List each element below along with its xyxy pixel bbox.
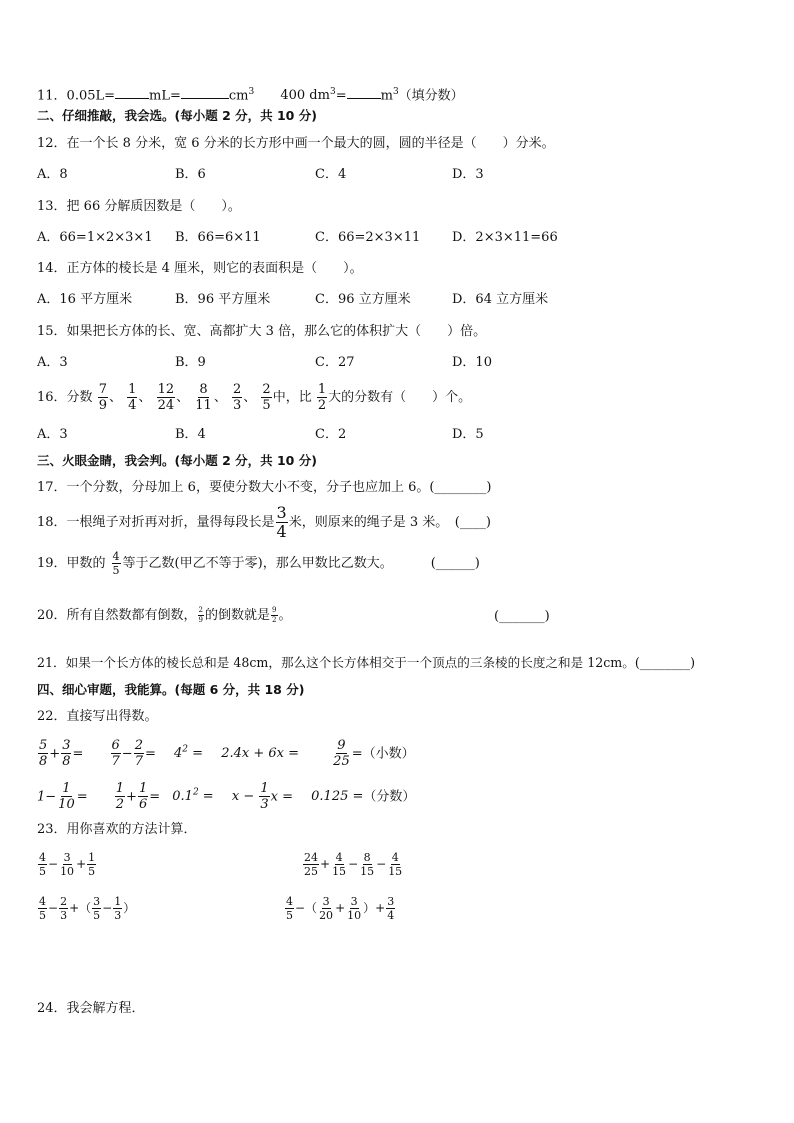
separator: 、	[108, 390, 122, 405]
separator: 、	[138, 390, 152, 405]
numerator: 4	[112, 550, 120, 563]
option-d[interactable]: D．64 立方厘米	[452, 292, 549, 307]
section-4-heading: 四、细心审题，我能算。(每题 6 分，共 18 分)	[37, 682, 305, 697]
option-b[interactable]: B．9	[175, 355, 206, 370]
q20-prefix: 20．所有自然数都有倒数，	[37, 608, 197, 623]
answer-mark[interactable]: (_______)	[494, 609, 550, 624]
question-22: 22．直接写出得数。	[37, 709, 158, 724]
option-b[interactable]: B．6	[175, 167, 206, 182]
fraction: $\frac{9}{25}$	[333, 738, 350, 770]
denominator: 24	[157, 398, 175, 413]
numerator: 12	[157, 382, 175, 397]
fraction: $\frac{5}{8}$	[39, 738, 48, 770]
q16-prefix: 16．分数	[37, 390, 93, 405]
q16-end: 大的分数有（ ）个。	[328, 390, 472, 405]
fraction: $\frac{3}{8}$	[62, 738, 71, 770]
superscript: 3	[248, 87, 255, 97]
fraction	[198, 607, 204, 624]
question-24: 24．我会解方程．	[37, 1001, 145, 1016]
numerator: 1	[128, 382, 137, 397]
question-16	[37, 380, 471, 416]
q22-row-2: 1− $\frac{1}{10}$ = $\frac{1}{2}$ + $\frac{1}{6}$ = $0.1^2 = x$ − $\frac{1}{3}$ x = 0.125 =（分数）	[37, 781, 416, 813]
unit-note: （小数）	[362, 746, 415, 762]
fraction	[127, 383, 137, 412]
separator: 、	[176, 390, 190, 405]
option-c[interactable]: C．4	[315, 167, 347, 182]
option-a[interactable]: A．3	[37, 427, 68, 442]
option-b[interactable]: B．4	[175, 427, 206, 442]
q11-dm: 400 dm	[280, 88, 330, 104]
q11-prefix: 11．0.05L=	[37, 88, 116, 104]
numerator: 9	[272, 606, 277, 614]
q23-expr-3: $\frac{4}{5}$ − $\frac{2}{3}$ +（ $\frac{3}{5}$ − $\frac{1}{3}$ ）	[39, 895, 136, 922]
denominator: 4	[276, 522, 287, 541]
separator: 、	[243, 390, 257, 405]
answer-mark[interactable]: (______)	[430, 556, 480, 571]
q20-suffix: 。	[278, 608, 292, 623]
fraction: $\frac{1}{3}$	[260, 781, 269, 813]
q11-unit-cm: cm	[228, 88, 249, 104]
fraction: $\frac{1}{2}$	[115, 781, 125, 813]
superscript: 3	[329, 87, 336, 97]
q11-note: （填分数）	[398, 88, 464, 104]
q11-unit-ml: mL=	[149, 88, 181, 104]
q19-prefix: 19．甲数的	[37, 556, 106, 571]
fraction	[112, 551, 121, 576]
denominator: 5	[112, 564, 120, 577]
unit-note: （分数）	[363, 789, 416, 805]
question-15: 15．如果把长方体的长、宽、高都扩大 3 倍，那么它的体积扩大（ ）倍。	[37, 324, 487, 339]
denominator: 3	[232, 398, 242, 413]
q23-expr-1: $\frac{4}{5}$ − $\frac{3}{10}$ + $\frac{1}{5}$	[39, 851, 96, 878]
q20-middle: 的倒数就是	[205, 608, 271, 623]
fraction	[157, 383, 176, 412]
question-14: 14．正方体的棱长是 4 厘米，则它的表面积是（ ）。	[37, 261, 363, 276]
answer-blank[interactable]	[115, 86, 149, 99]
section-3-heading: 三、火眼金睛，我会判。(每小题 2 分，共 10 分)	[37, 453, 317, 468]
option-b[interactable]: B．96 平方厘米	[175, 292, 271, 307]
section-2-heading: 二、仔细推敲，我会选。(每小题 2 分，共 10 分)	[37, 108, 317, 123]
fraction	[194, 383, 213, 412]
option-c[interactable]: C．66=2×3×11	[315, 230, 421, 245]
option-d[interactable]: D．3	[452, 167, 484, 182]
denominator: 4	[128, 398, 137, 413]
fraction: $\frac{6}{7}$	[111, 738, 120, 770]
numerator: 2	[262, 382, 271, 397]
option-d[interactable]: D．10	[452, 355, 492, 370]
fraction-half	[317, 383, 327, 412]
fraction	[276, 505, 288, 540]
option-b[interactable]: B．66=6×11	[175, 230, 261, 245]
numerator: 2	[198, 606, 204, 614]
answer-blank[interactable]	[181, 86, 229, 99]
question-23: 23．用你喜欢的方法计算．	[37, 822, 197, 837]
question-19	[37, 548, 480, 580]
option-a[interactable]: A．3	[37, 355, 68, 370]
q18-suffix: 米，则原来的绳子是 3 米。 (____)	[288, 515, 491, 530]
option-d[interactable]: D．2×3×11=66	[452, 230, 558, 245]
question-20	[37, 602, 292, 630]
question-12: 12．在一个长 8 分米，宽 6 分米的长方形中画一个最大的圆，圆的半径是（ ）分米。	[37, 136, 555, 151]
numerator: 8	[199, 382, 208, 397]
fraction	[98, 383, 108, 412]
numerator: 7	[98, 382, 107, 397]
fraction: $\frac{2}{7}$	[134, 738, 143, 770]
separator: 、	[213, 390, 227, 405]
option-a[interactable]: A．66=1×2×3×1	[37, 230, 153, 245]
q22-row-1: $\frac{5}{8}$ + $\frac{3}{8}$ = $\frac{6}{7}$ − $\frac{2}{7}$ = $4^2 = 2.4x + 6x$ = $\frac{9}{25}$ =（小数）	[39, 738, 415, 770]
fraction: $\frac{1}{10}$	[58, 781, 75, 813]
question-11	[37, 84, 464, 104]
numerator: 3	[276, 503, 287, 522]
numerator: 2	[232, 382, 242, 397]
denominator: 9	[198, 616, 204, 624]
denominator: 2	[317, 398, 327, 413]
fraction	[261, 383, 271, 412]
fraction: $\frac{1}{6}$	[138, 781, 148, 813]
q23-expr-2: $\frac{24}{25}$ + $\frac{4}{15}$ − $\frac{8}{15}$ − $\frac{4}{15}$	[304, 851, 403, 878]
fraction	[232, 383, 242, 412]
question-21: 21．如果一个长方体的棱长总和是 48cm，那么这个长方体相交于一个顶点的三条棱的长度之和是 12cm。(________)	[37, 655, 696, 670]
q23-expr-4: $\frac{4}{5}$ −（ $\frac{3}{20}$ + $\frac{3}{10}$ ）+ $\frac{3}{4}$	[286, 895, 395, 922]
denominator: 5	[262, 398, 271, 413]
denominator: 9	[98, 398, 107, 413]
q18-prefix: 18．一根绳子对折再对折，量得每段长是	[37, 515, 275, 530]
q16-middle: 中，比	[272, 390, 312, 405]
denominator: 2	[272, 616, 277, 624]
fraction	[271, 607, 277, 624]
option-c[interactable]: C．2	[315, 427, 347, 442]
option-a[interactable]: A．8	[37, 167, 68, 182]
numerator: 1	[317, 382, 327, 397]
option-c[interactable]: C．96 立方厘米	[315, 292, 411, 307]
denominator: 11	[195, 398, 212, 413]
option-a[interactable]: A．16 平方厘米	[37, 292, 133, 307]
q19-suffix: 等于乙数(甲乙不等于零)，那么甲数比乙数大。	[122, 556, 393, 571]
answer-blank[interactable]	[347, 86, 381, 99]
q11-unit-m: m	[380, 88, 393, 104]
question-17: 17．一个分数，分母加上 6，要使分数大小不变，分子也应加上 6。(________)	[37, 480, 492, 495]
question-18	[37, 505, 491, 541]
option-c[interactable]: C．27	[315, 355, 355, 370]
superscript: 3	[392, 87, 399, 97]
option-d[interactable]: D．5	[452, 427, 484, 442]
equals: =	[335, 88, 347, 104]
question-13: 13．把 66 分解质因数是（ ）。	[37, 199, 241, 214]
